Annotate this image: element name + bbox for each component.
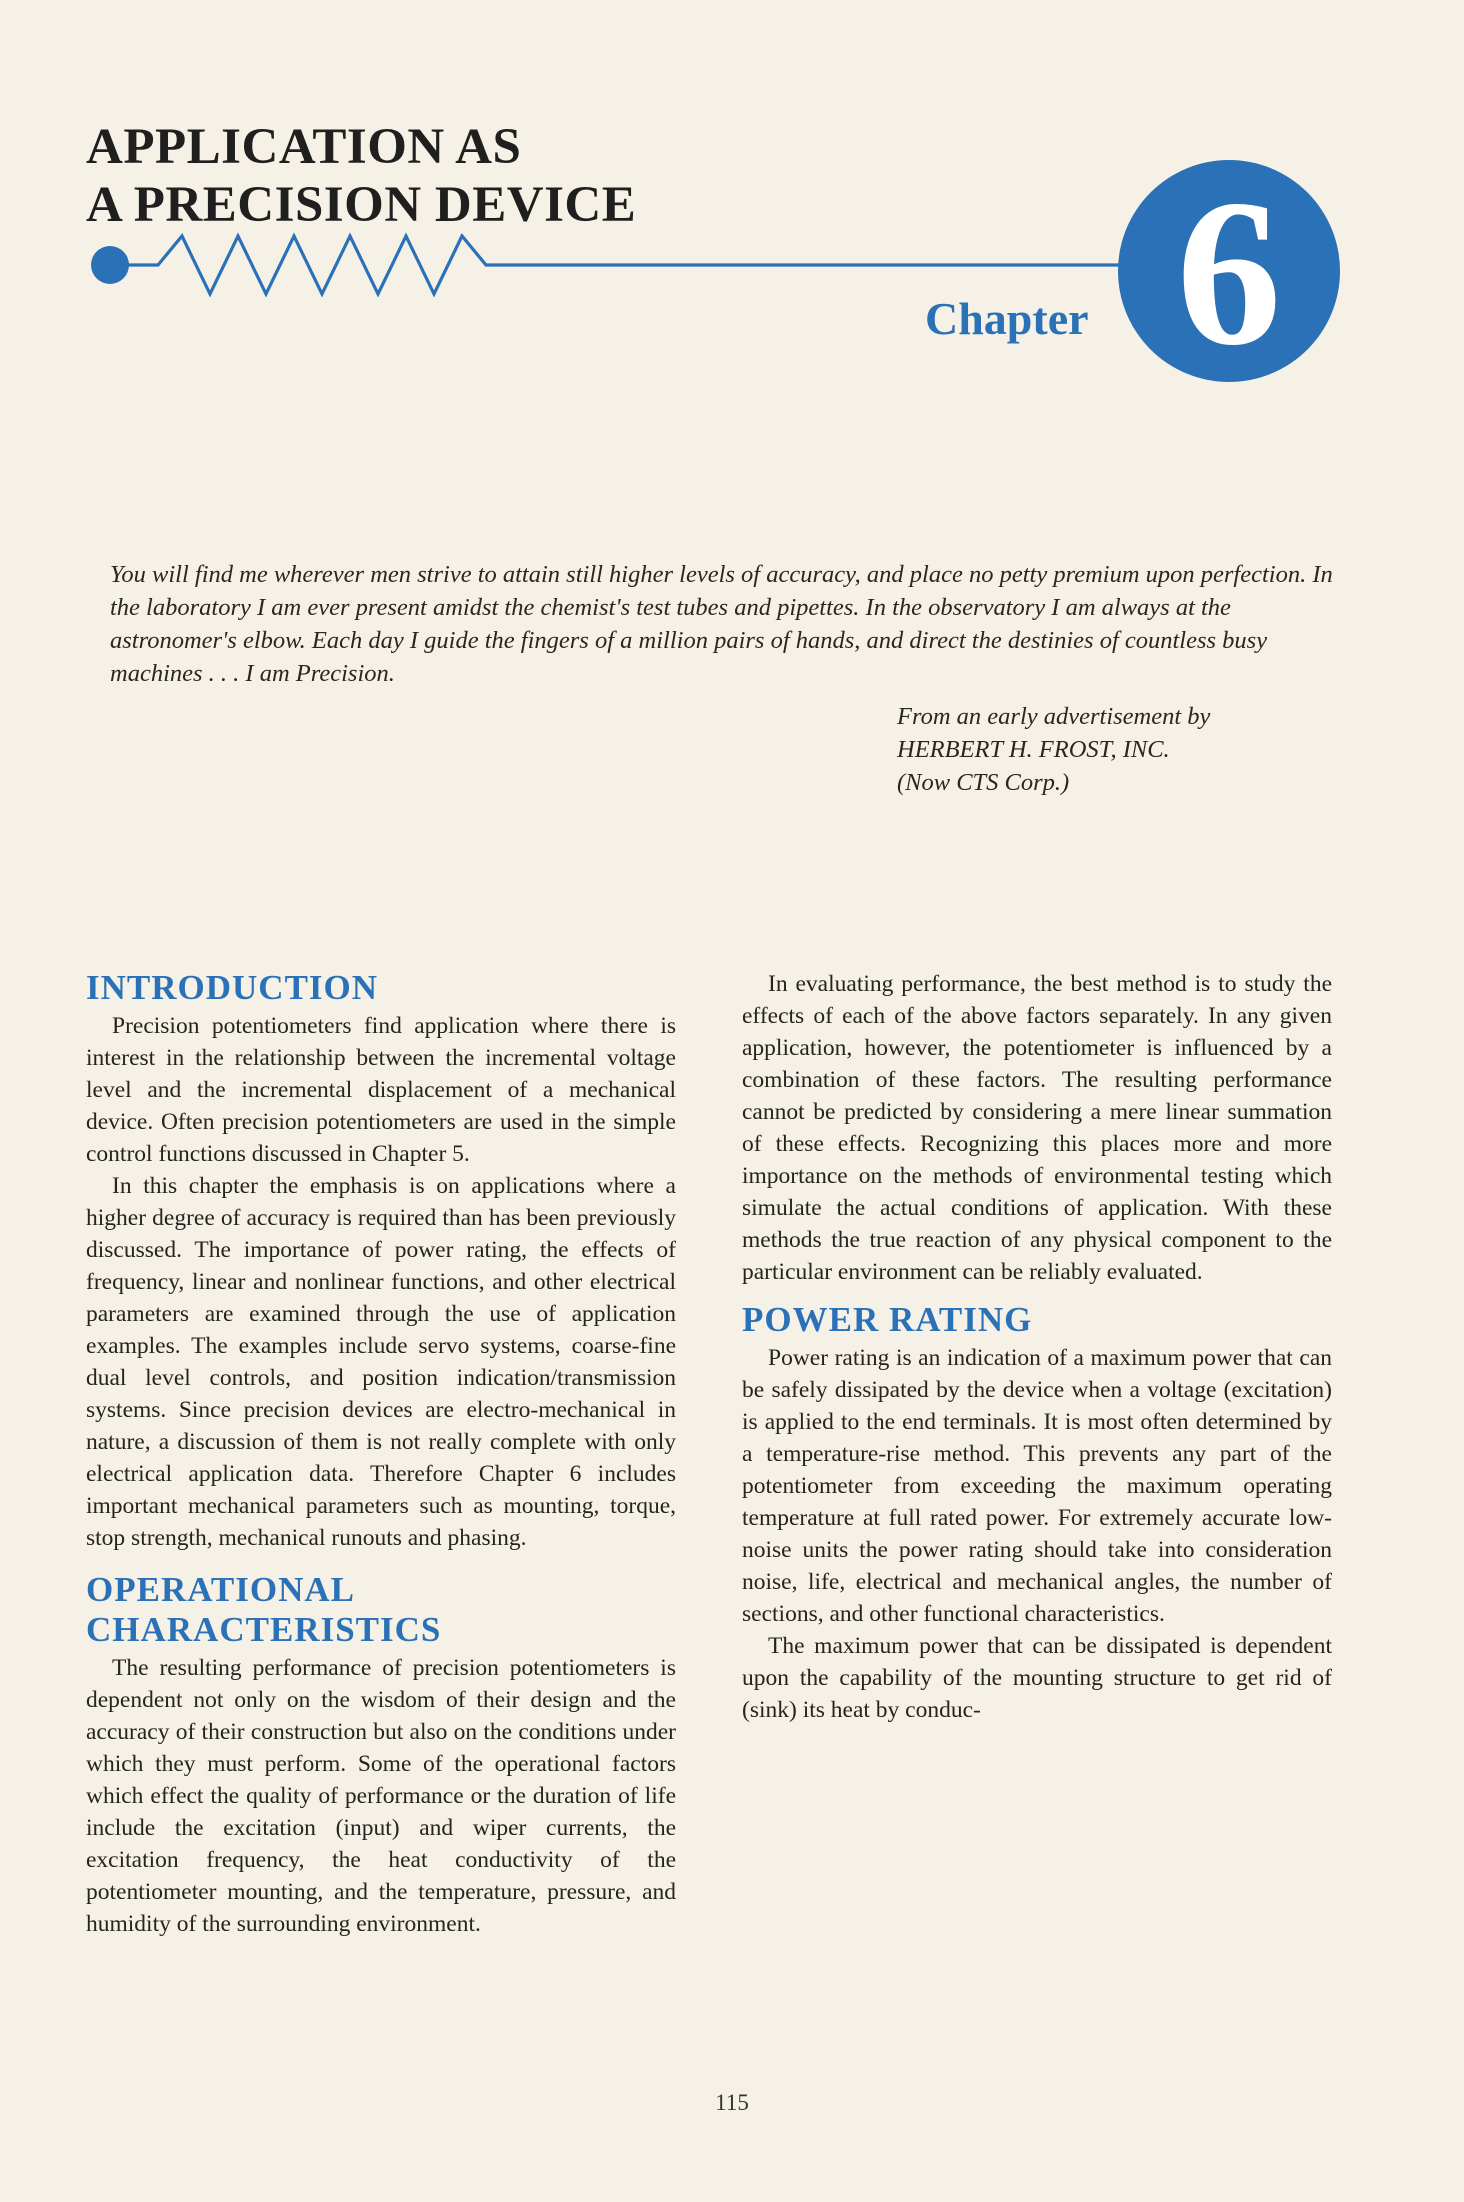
epigraph-quote: You will find me wherever men strive to attain still higher levels of accuracy, and place no petty premium upon perfection. In the laboratory I am ever present amidst the chemist's test tubes and pipettes. In the observatory I am always at the astronomer's elbow. Each day I guide the fingers of a million pairs of hands, and direct the destinies of countless busy machines . . . I am Precision.	[110, 561, 1333, 687]
chapter-number-badge: 6	[1118, 160, 1340, 382]
power-rating-heading: POWER RATING	[742, 1300, 1033, 1339]
operational-heading-line-1: OPERATIONAL	[86, 1570, 355, 1609]
power-rating-paragraph-1: Power rating is an indication of a maximum power that can be safely dissipated by the device when a voltage (excitation) is applied to the end terminals. It is most often determined by a temperature-rise method. This prevents any part of the potentiometer from exceeding the maximum operating temperature at full rated power. For extremely accurate low-noise units the power rating should take into consideration noise, life, electrical and mechanical angles, the number of sections, and other functional characteristics.	[742, 1345, 1332, 1627]
attribution-line-3: (Now CTS Corp.)	[897, 769, 1070, 796]
right-column	[742, 968, 1332, 1726]
operational-heading	[86, 1570, 676, 1650]
attribution-line-2: HERBERT H. FROST, INC.	[897, 736, 1170, 763]
left-column	[86, 968, 676, 1937]
introduction-heading: INTRODUCTION	[86, 968, 379, 1007]
introduction-paragraph-2: In this chapter the emphasis is on applications where a higher degree of accuracy is required than has been previously discussed. The importance of power rating, the effects of frequency, linear and nonlinear functions, and other electrical parameters are examined through the use of application examples. The examples include servo systems, coarse-fine dual level controls, and position indication/transmission systems. Since precision devices are electro-mechanical in nature, a discussion of them is not really complete with only electrical application data. Therefore Chapter 6 includes important mechanical parameters such as mounting, torque, stop strength, mechanical runouts and phasing.	[86, 1173, 676, 1551]
operational-paragraph-1: The resulting performance of precision potentiometers is dependent not only on the wisdom of their design and the accuracy of their construction but also on the conditions under which they must perform. Some of the operational factors which effect the quality of performance or the duration of life include the excitation (input) and wiper currents, the excitation frequency, the heat conductivity of the potentiometer mounting, and the temperature, pressure, and humidity of the surrounding environment.	[86, 1655, 676, 1937]
page-number: 115	[715, 2090, 749, 2115]
power-rating-paragraph-2: The maximum power that can be dissipated is dependent upon the capability of the mounting structure to get rid of (sink) its heat by conduc-	[742, 1633, 1332, 1723]
chapter-title-line-1: APPLICATION AS	[86, 119, 522, 175]
chapter-title-line-2: A PRECISION DEVICE	[86, 177, 637, 233]
introduction-paragraph-1: Precision potentiometers find application where there is interest in the relationship between the incremental voltage level and the incremental displacement of a mechanical device. Often precision potentiometers are used in the simple control functions discussed in Chapter 5.	[86, 1013, 676, 1167]
resistor-zigzag-line	[110, 236, 1120, 294]
epigraph-attribution	[897, 700, 1210, 799]
attribution-line-1: From an early advertisement by	[897, 703, 1211, 730]
chapter-label: Chapter	[925, 293, 1089, 344]
operational-heading-line-2: CHARACTERISTICS	[86, 1610, 442, 1649]
operational-paragraph-2: In evaluating performance, the best method is to study the effects of each of the above factors separately. In any given application, however, the potentiometer is influenced by a combination of these factors. The resulting performance cannot be predicted by considering a mere linear summation of these effects. Recognizing this places more and more importance on the methods of environmental testing which simulate the actual conditions of application. With these methods the true reaction of any physical component to the particular environment can be reliably evaluated.	[742, 971, 1332, 1285]
